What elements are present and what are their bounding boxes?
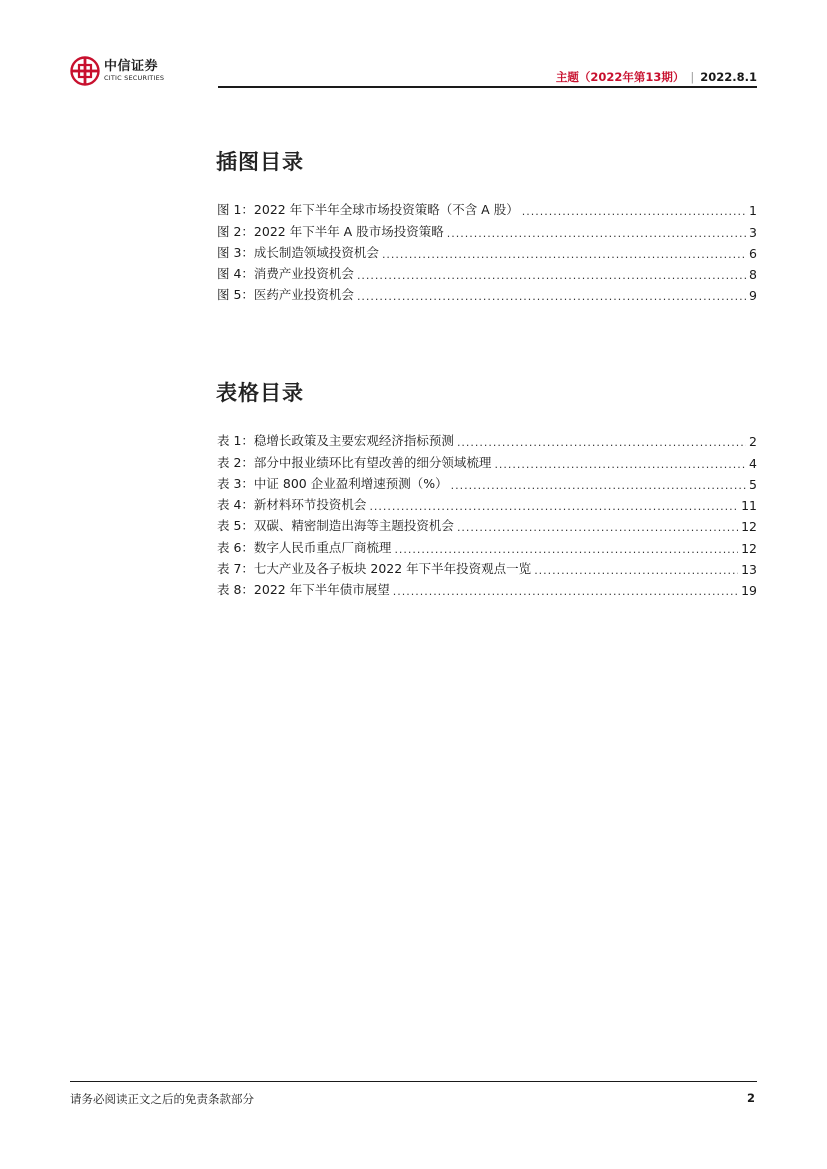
toc-entry[interactable] (217, 282, 757, 303)
toc-entry[interactable] (217, 471, 757, 492)
header-separator: | (690, 70, 695, 84)
toc-entry-page: 4 (749, 455, 757, 471)
toc-entry-label: 图 1：2022 年下半年全球市场投资策略（不含 A 股） (217, 202, 519, 218)
toc-entry-page: 11 (741, 498, 757, 514)
toc-entry-label: 表 8：2022 年下半年债市展望 (217, 582, 390, 598)
toc-leader-dots (457, 436, 746, 449)
footer-rule (70, 1081, 757, 1082)
toc-entry[interactable] (217, 513, 757, 534)
toc-entry-page: 2 (749, 434, 757, 450)
toc-entry-page: 5 (749, 476, 757, 492)
toc-entry[interactable] (217, 261, 757, 282)
toc-entry-label: 表 1：稳增长政策及主要宏观经济指标预测 (217, 433, 454, 449)
toc-entry-label: 表 3：中证 800 企业盈利增速预测（%） (217, 475, 448, 491)
footer-disclaimer: 请务必阅读正文之后的免责条款部分 (70, 1092, 254, 1106)
toc-leader-dots (457, 521, 738, 534)
company-logo (70, 55, 164, 87)
toc-leader-dots (382, 248, 746, 261)
toc-leader-dots (369, 500, 738, 513)
toc-leader-dots (394, 543, 738, 556)
toc-entry-page: 13 (741, 562, 757, 578)
toc-entry-label: 表 5：双碳、精密制造出海等主题投资机会 (217, 518, 454, 534)
toc-leader-dots (522, 205, 746, 218)
toc-leader-dots (357, 290, 746, 303)
toc-leader-dots (357, 269, 746, 282)
toc-entry-label: 表 7：七大产业及各子板块 2022 年下半年投资观点一览 (217, 561, 532, 577)
toc-entry[interactable] (217, 534, 757, 555)
toc-entry-label: 图 4：消费产业投资机会 (217, 266, 354, 282)
toc-entry-page: 8 (749, 267, 757, 283)
report-date: 2022.8.1 (700, 70, 757, 84)
toc-entry-page: 9 (749, 288, 757, 304)
toc-leader-dots (447, 227, 746, 240)
logo-chinese-name: 中信证券 (104, 59, 159, 75)
tables-toc-list (217, 428, 757, 598)
toc-entry[interactable] (217, 449, 757, 470)
toc-leader-dots (534, 564, 738, 577)
toc-entry[interactable] (217, 197, 757, 218)
toc-entry[interactable] (217, 428, 757, 449)
report-header-info (556, 69, 757, 85)
figures-toc-list (217, 197, 757, 303)
toc-entry-label: 表 2：部分中报业绩环比有望改善的细分领域梳理 (217, 454, 492, 470)
toc-entry-page: 19 (741, 583, 757, 599)
toc-entry-page: 12 (741, 519, 757, 535)
toc-entry-label: 图 5：医药产业投资机会 (217, 287, 354, 303)
toc-entry[interactable] (217, 218, 757, 239)
logo-english-name: CITIC SECURITIES (104, 74, 165, 83)
tables-toc-title: 表格目录 (216, 381, 304, 405)
page-number: 2 (746, 1091, 755, 1105)
toc-entry-label: 表 6：数字人民币重点厂商梳理 (217, 539, 392, 555)
figures-toc-title: 插图目录 (216, 150, 304, 174)
toc-leader-dots (393, 585, 738, 598)
citic-logo-icon (70, 56, 100, 86)
toc-entry[interactable] (217, 577, 757, 598)
toc-entry-page: 12 (741, 540, 757, 556)
report-topic: 主题（2022年第13期） (555, 70, 685, 84)
toc-entry-page: 6 (749, 245, 757, 261)
header-rule (218, 86, 757, 88)
toc-entry-label: 图 2：2022 年下半年 A 股市场投资策略 (217, 223, 444, 239)
toc-entry[interactable] (217, 556, 757, 577)
toc-entry-label: 图 3：成长制造领域投资机会 (217, 244, 379, 260)
toc-entry-page: 1 (749, 203, 757, 219)
toc-leader-dots (494, 458, 746, 471)
toc-entry-page: 3 (749, 224, 757, 240)
toc-leader-dots (451, 479, 746, 492)
toc-entry[interactable] (217, 492, 757, 513)
toc-entry-label: 表 4：新材料环节投资机会 (217, 497, 367, 513)
toc-entry[interactable] (217, 240, 757, 261)
